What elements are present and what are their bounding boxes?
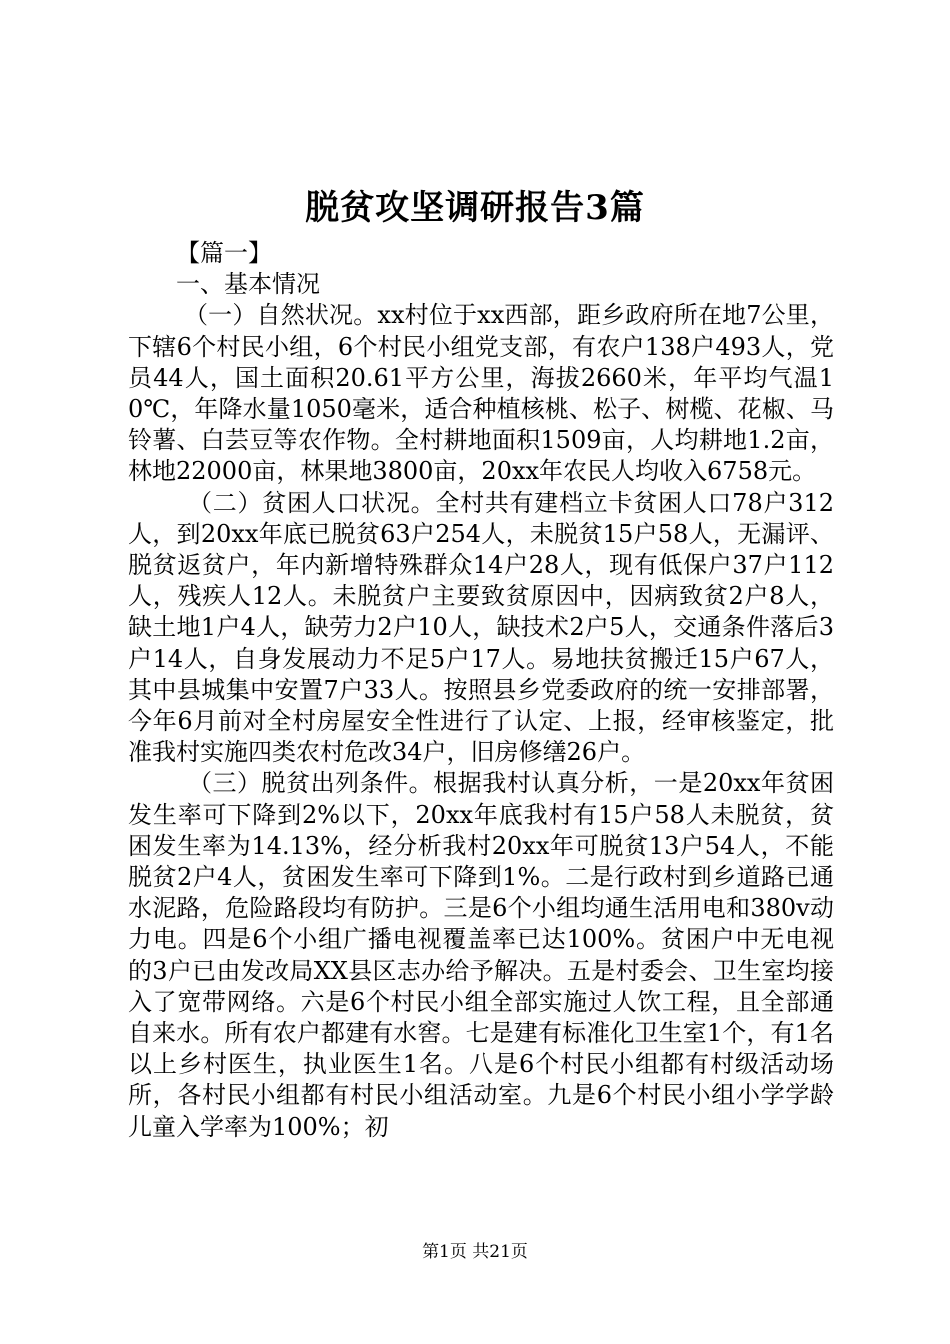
paragraph-poverty-population: （二）贫困人口状况。全村共有建档立卡贫困人口78户312人，到20xx年底已脱贫63户254人，未脱贫15户58人，无漏评、脱贫返贫户，年内新增特殊群众14户28人，现有低保户37户112人，残疾人12人。未脱贫户主要致贫原因中，因病致贫2户8人，缺土地1户4人，缺劳力2户10人，缺技术2户5人，交通条件落后3户14人，自身发展动力不足5户17人。易地扶贫搬迁15户67人，其中县城集中安置7户33人。按照县乡党委政府的统一安排部署，今年6月前对全村房屋安全性进行了认定、上报，经审核鉴定，批准我村实施四类农村危改34户，旧房修缮26户。 bbox=[128, 488, 834, 767]
document-body bbox=[128, 238, 834, 1143]
document-title: 脱贫攻坚调研报告3篇 bbox=[305, 188, 645, 228]
section-heading: 一、基本情况 bbox=[176, 270, 320, 299]
paragraph-natural-conditions: （一）自然状况。xx村位于xx西部，距乡政府所在地7公里，下辖6个村民小组，6个村民小组党支部，有农户138户493人，党员44人，国土面积20.61平方公里，海拔2660米，年平均气温10℃，年降水量1050毫米，适合种植核桃、松子、树榄、花椒、马铃薯、白芸豆等农作物。全村耕地面积1509亩，人均耕地1.2亩，林地22000亩，林果地3800亩，20xx年农民人均收入6758元。 bbox=[128, 301, 834, 486]
paragraph-exit-conditions: （三）脱贫出列条件。根据我村认真分析，一是20xx年贫困发生率可下降到2%以下，20xx年底我村有15户58人未脱贫，贫困发生率为14.13%，经分析我村20xx年可脱贫13户54人，不能脱贫2户4人，贫困发生率可下降到1%。二是行政村到乡道路已通水泥路，危险路段均有防护。三是6个小组均通生活用电和380v动力电。四是6个小组广播电视覆盖率已达100%。贫困户中无电视的3户已由发改局XX县区志办给予解决。五是村委会、卫生室均接入了宽带网络。六是6个村民小组全部实施过人饮工程，且全部通自来水。所有农户都建有水窖。七是建有标准化卫生室1个，有1名以上乡村医生，执业医生1名。八是6个村民小组都有村级活动场所，各村民小组都有村民小组活动室。九是6个村民小组小学学龄儿童入学率为100%；初 bbox=[128, 769, 834, 1141]
section-mark: 【篇一】 bbox=[176, 239, 272, 267]
page-footer: 第1页 共21页 bbox=[422, 1242, 528, 1262]
